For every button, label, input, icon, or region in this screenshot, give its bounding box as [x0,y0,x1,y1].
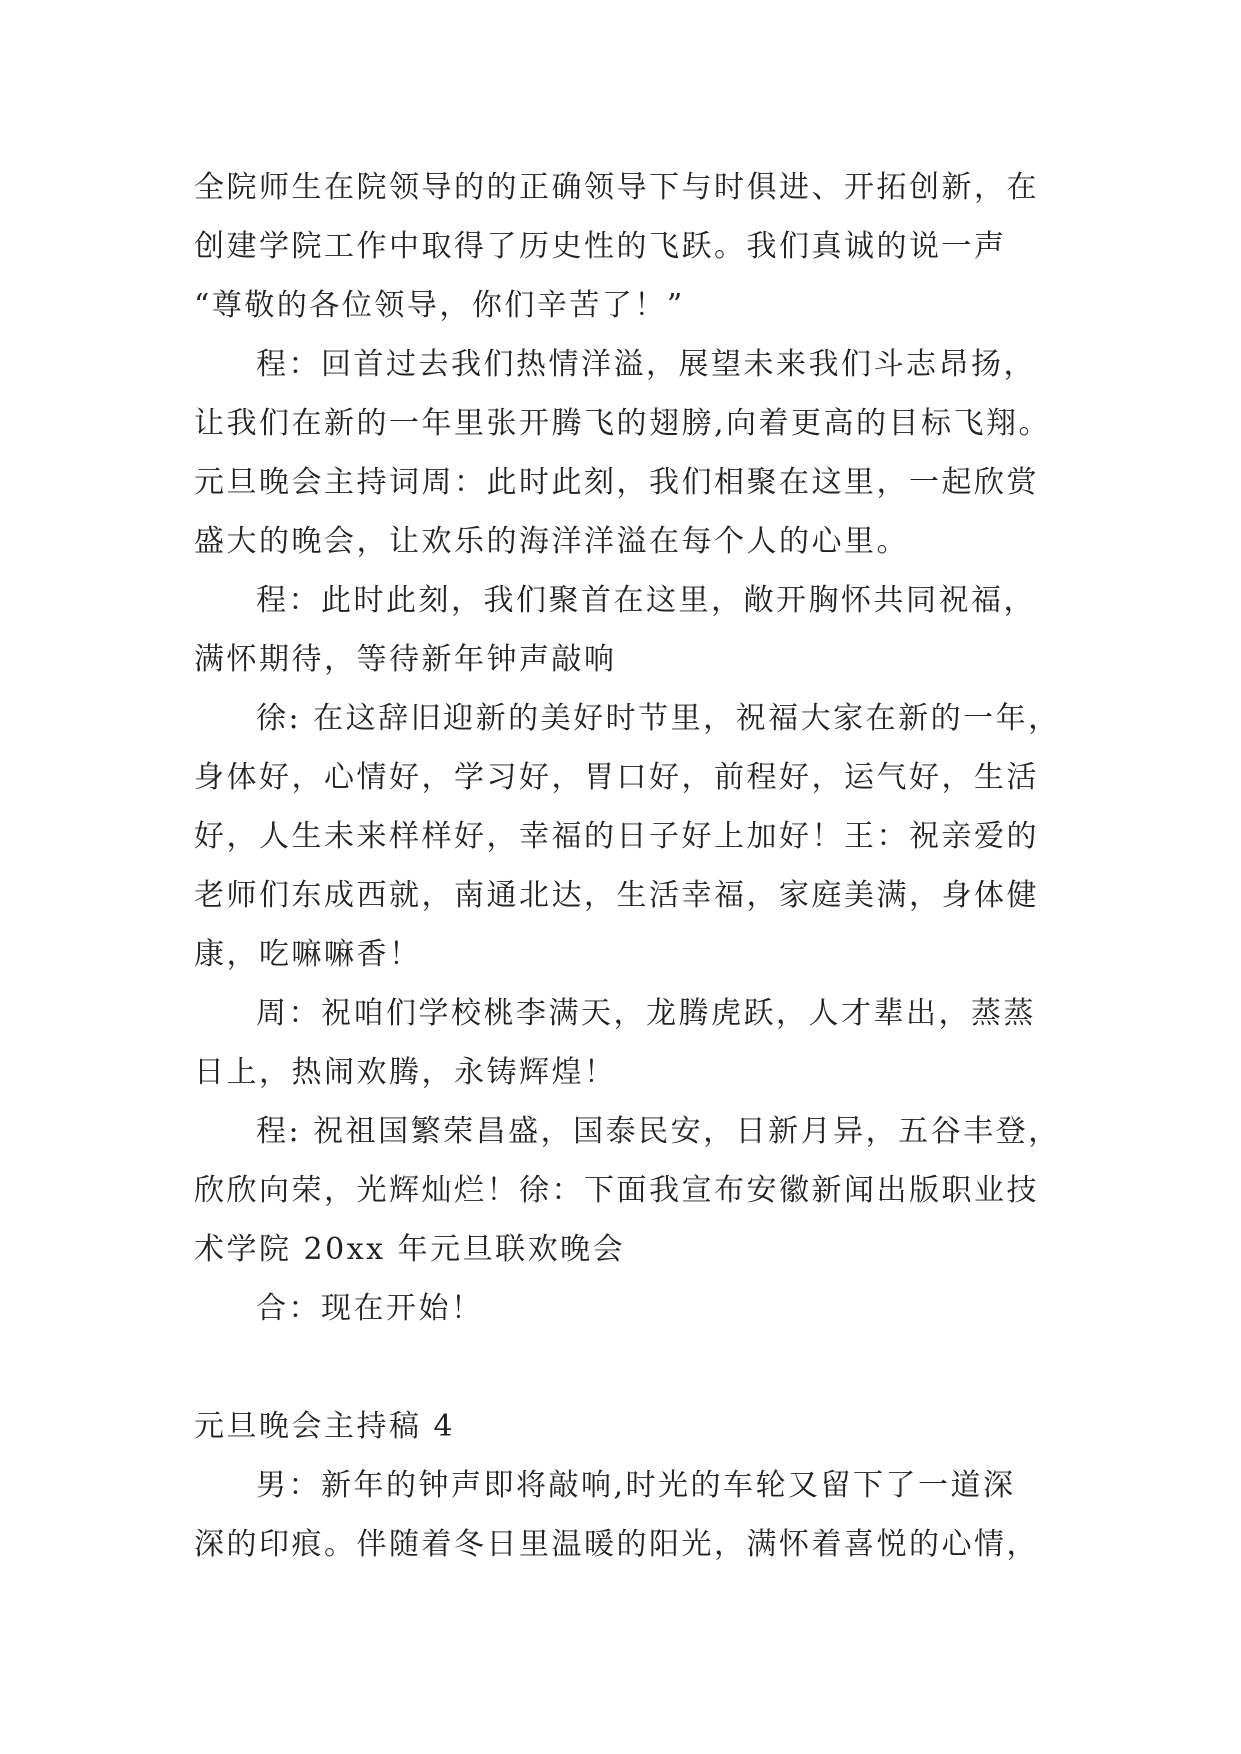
section-gap [194,1338,1074,1397]
paragraph-line: 徐: 在这辞旧迎新的美好时节里，祝福大家在新的一年， [256,701,1061,736]
document-body [194,158,1074,1574]
paragraph-line: 深的印痕。伴随着冬日里温暖的阳光，满怀着喜悦的心情， [194,1527,1039,1562]
paragraph-line: 康，吃嘛嘛香！ [194,937,422,972]
paragraph-line: 术学院 20xx 年元旦联欢晚会 [194,1232,626,1267]
paragraph-line: 全院师生在院领导的的正确领导下与时俱进、开拓创新，在 [194,170,1039,205]
paragraph-line: 程：此时此刻，我们聚首在这里，敞开胸怀共同祝福， [256,583,1036,618]
paragraph-line: 元旦晚会主持词周：此时此刻，我们相聚在这里，一起欣赏 [194,465,1039,500]
paragraph-line: 日上，热闹欢腾，永铸辉煌！ [194,1055,617,1090]
paragraph-line: 周：祝咱们学校桃李满天，龙腾虎跃，人才辈出，蒸蒸 [256,996,1036,1031]
paragraph-line: 程: 祝祖国繁荣昌盛，国泰民安，日新月异，五谷丰登， [256,1114,1061,1149]
section-heading: 元旦晚会主持稿 4 [194,1409,456,1444]
paragraph-line: 身体好，心情好，学习好，胃口好，前程好，运气好，生活 [194,760,1039,795]
paragraph-line: 男：新年的钟声即将敲响,时光的车轮又留下了一道深 [256,1468,1016,1503]
paragraph-line: 盛大的晚会，让欢乐的海洋洋溢在每个人的心里。 [194,524,909,559]
paragraph-line: 程：回首过去我们热情洋溢，展望未来我们斗志昂扬， [256,347,1036,382]
paragraph-line: 老师们东成西就，南通北达，生活幸福，家庭美满，身体健 [194,878,1039,913]
paragraph-line: 创建学院工作中取得了历史性的飞跃。我们真诚的说一声 [194,229,1007,264]
paragraph-line: “尊敬的各位领导，你们辛苦了！” [194,288,685,323]
paragraph-line: 欣欣向荣，光辉灿烂！徐：下面我宣布安徽新闻出版职业技 [194,1173,1039,1208]
paragraph-line: 好，人生未来样样好，幸福的日子好上加好！王：祝亲爱的 [194,819,1039,854]
paragraph-line: 让我们在新的一年里张开腾飞的翅膀,向着更高的目标飞翔。 [194,406,1052,441]
paragraph-line: 满怀期待，等待新年钟声敲响 [194,642,617,677]
paragraph-line: 合：现在开始！ [256,1291,484,1326]
